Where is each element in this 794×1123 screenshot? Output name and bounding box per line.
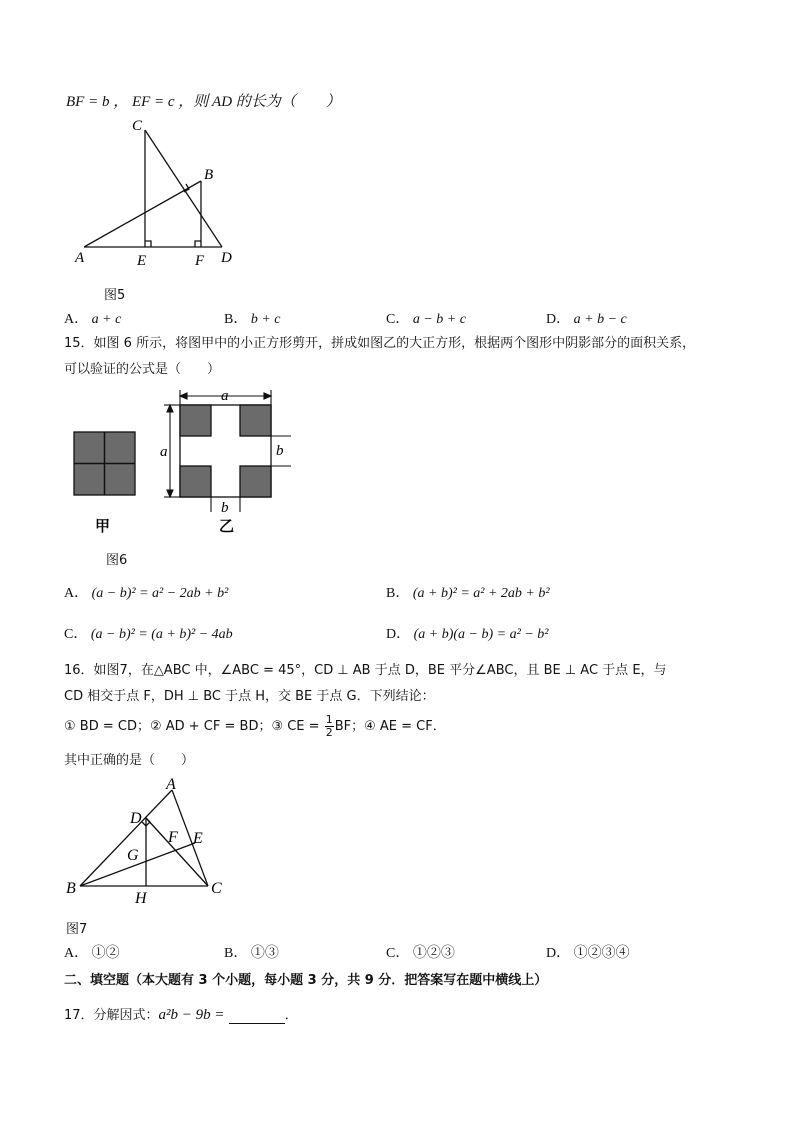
fig6-caption: 图6 [106,553,128,568]
q14-option-a[interactable]: A． a + c [64,312,122,327]
fig5-caption: 图5 [104,288,126,303]
fig7-label-c: C [211,880,222,897]
fig6-left-square [74,432,135,495]
q17-question [64,1004,298,1024]
fig6-label-jia: 甲 [95,519,111,534]
fig6-dim-a-left: a [160,444,168,460]
fig6-dim-b-bottom: b [221,500,229,516]
fig7-label-a: A [166,776,176,793]
q15-stem-line1: 15．如图 6 所示，将图甲中的小正方形剪开，拼成如图乙的大正方形，根据两个图形中阴影部分的面积关系， [64,336,696,351]
q16-conclusions-part1: ① BD = CD；② AD + CF = BD；③ CE = [64,719,324,734]
q16-fraction-numerator: 1 [325,713,333,726]
q15-option-b[interactable]: B． (a + b)² = a² + 2ab + b² [386,586,550,601]
q17-suffix: ． [284,1008,298,1023]
q16-stem-line2: CD 相交于点 F，DH ⊥ BC 于点 H，交 BE 于点 G．下列结论： [64,689,435,704]
fig6-dim-b-right: b [276,443,284,459]
q15-option-c[interactable]: C． (a − b)² = (a + b)² − 4ab [64,627,233,642]
fig7-label-g: G [127,847,139,864]
figure-5 [70,112,250,272]
fig6-label-yi: 乙 [219,519,235,534]
q15-stem-line2: 可以验证的公式是（ ） [64,362,221,377]
q16-option-c[interactable]: C． ①②③ [386,946,455,961]
q16-conclusions-part2: BF；④ AE = CF． [334,719,446,734]
fig7-label-d: D [130,810,142,827]
fig5-label-f: F [195,253,205,269]
q17-expression: a²b − 9b = [158,1007,225,1023]
q16-conclusions [64,714,446,739]
figure-6 [66,384,306,534]
fig6-right-square [180,405,271,497]
fig6-dim-a-top: a [221,388,229,404]
section2-heading: 二、填空题（本大题有 3 个小题，每小题 3 分，共 9 分．把答案写在题中横线上） [64,973,548,988]
fig5-label-d: D [221,250,232,266]
q17-prefix: 17．分解因式： [64,1008,159,1023]
fig5-label-b: B [204,167,214,183]
fig7-label-f: F [168,829,178,846]
q16-option-a[interactable]: A． ①② [64,946,120,961]
q16-fraction [325,714,334,739]
q14-stem-tail: BF = b ， EF = c ，则 AD 的长为（ ） [66,94,341,110]
q16-stem-line1: 16．如图7，在△ABC 中，∠ABC = 45°，CD ⊥ AB 于点 D，BE 平分∠ABC，且 BE ⊥ AC 于点 E，与 [64,663,667,678]
q14-option-d[interactable]: D． a + b − c [546,312,627,327]
q14-option-c[interactable]: C． a − b + c [386,312,466,327]
fig7-label-b: B [66,880,76,897]
q17-answer-blank[interactable] [229,1009,285,1024]
figure-7 [66,774,236,909]
q14-option-b[interactable]: B． b + c [224,312,281,327]
fig5-label-c: C [132,118,143,134]
q15-option-a[interactable]: A． (a − b)² = a² − 2ab + b² [64,586,229,601]
q16-stem-line4: 其中正确的是（ ） [64,753,195,768]
fig7-label-h: H [135,890,147,907]
q16-option-b[interactable]: B． ①③ [224,946,279,961]
q15-option-d[interactable]: D． (a + b)(a − b) = a² − b² [386,627,549,642]
fig5-label-a: A [75,250,85,266]
fig5-label-e: E [137,253,147,269]
q16-option-d[interactable]: D． ①②③④ [546,946,630,961]
fig7-caption: 图7 [66,922,88,937]
fig7-label-e: E [193,830,203,847]
q16-fraction-denominator: 2 [325,726,333,739]
